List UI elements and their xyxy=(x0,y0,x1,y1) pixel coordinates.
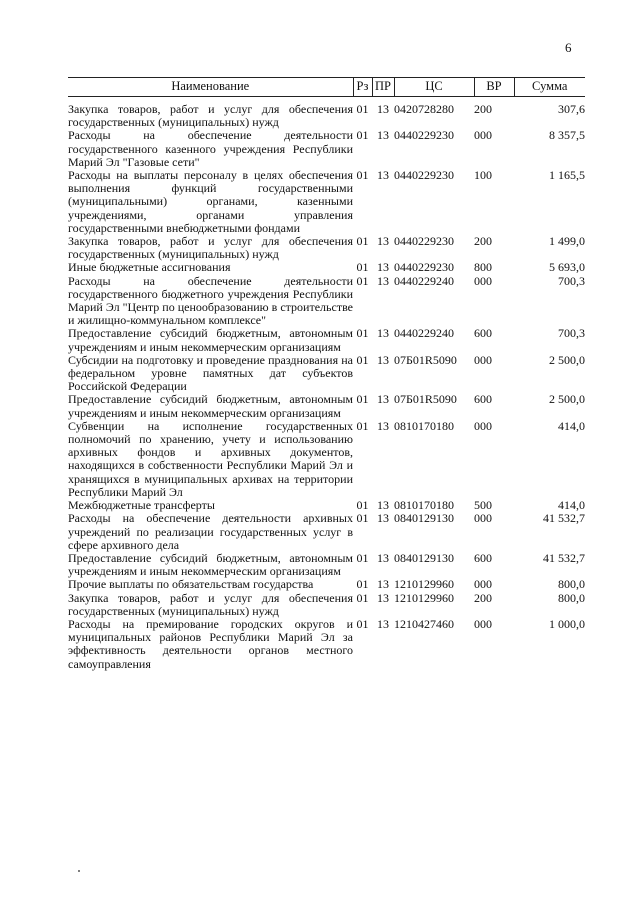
cell-cs: 0420728280 xyxy=(394,102,454,116)
table-row xyxy=(68,235,585,261)
cell-cs: 0810170180 xyxy=(394,498,454,513)
cell-name: Расходы на выплаты персоналу в целях обеспечения выполнения функций государственными (муниципальными) органами, казенными учреждениями, органами управления государственными внебюджетными фондами xyxy=(68,168,353,235)
cell-vr: 000 xyxy=(474,352,492,367)
cell-cs: 0810170180 xyxy=(394,418,454,433)
cell-rz: 01 xyxy=(356,392,369,407)
header-vr: ВР xyxy=(474,78,514,97)
cell-sum: 2 500,0 xyxy=(549,392,585,407)
cell-sum: 2 500,0 xyxy=(549,352,585,367)
table-row xyxy=(68,552,585,578)
cell-sum: 41 532,7 xyxy=(543,550,585,565)
cell-sum: 414,0 xyxy=(558,498,585,513)
cell-cs: 0440229230 xyxy=(394,234,454,249)
table-row xyxy=(68,261,585,274)
cell-name: Предоставление субсидий бюджетным, автономным учреждениям и иным некоммерческим организациям xyxy=(68,392,353,420)
cell-vr: 000 xyxy=(474,577,492,592)
header-pr: ПР xyxy=(372,78,394,97)
cell-name: Расходы на премирование городских округов и муниципальных районов Республики Марий Эл за эффективность деятельности органов местного самоуправления xyxy=(68,616,353,671)
cell-sum: 1 499,0 xyxy=(549,234,585,249)
cell-cs: 0840129130 xyxy=(394,550,454,565)
cell-cs: 1210129960 xyxy=(394,577,454,592)
cell-vr: 100 xyxy=(474,168,492,183)
table-body xyxy=(68,97,585,671)
cell-vr: 600 xyxy=(474,550,492,565)
cell-sum: 414,0 xyxy=(558,418,585,433)
cell-pr: 13 xyxy=(377,616,389,631)
cell-cs: 0440229240 xyxy=(394,326,454,341)
cell-pr: 13 xyxy=(377,128,389,143)
cell-pr: 13 xyxy=(377,550,389,565)
cell-vr: 600 xyxy=(474,326,492,341)
cell-rz: 01 xyxy=(356,550,369,565)
cell-rz: 01 xyxy=(356,590,369,605)
cell-sum: 307,6 xyxy=(558,102,585,116)
cell-name: Расходы на обеспечение деятельности государственного казенного учреждения Республики Марий Эл "Газовые сети" xyxy=(68,128,353,169)
header-name: Наименование xyxy=(68,78,353,97)
cell-cs: 0440229230 xyxy=(394,168,454,183)
cell-name: Закупка товаров, работ и услуг для обеспечения государственных (муниципальных) нужд xyxy=(68,102,353,130)
cell-name: Субсидии на подготовку и проведение празднования на федеральном уровне памятных дат субъектов Российской Федерации xyxy=(68,352,353,394)
header-rz: Рз xyxy=(353,78,372,97)
table-row xyxy=(68,592,585,618)
cell-rz: 01 xyxy=(356,326,369,341)
cell-name: Закупка товаров, работ и услуг для обеспечения государственных (муниципальных) нужд xyxy=(68,590,353,618)
header-cs: ЦС xyxy=(394,78,474,97)
cell-sum: 1 165,5 xyxy=(549,168,585,183)
cell-name: Межбюджетные трансферты xyxy=(68,498,215,513)
cell-rz: 01 xyxy=(356,102,369,116)
cell-pr: 13 xyxy=(377,498,389,513)
cell-cs: 1210129960 xyxy=(394,590,454,605)
table-row xyxy=(68,393,585,419)
cell-pr: 13 xyxy=(377,326,389,341)
cell-name: Предоставление субсидий бюджетным, автономным учреждениям и иным некоммерческим организациям xyxy=(68,550,353,579)
cell-rz: 01 xyxy=(356,511,369,526)
cell-cs: 07Б01R5090 xyxy=(394,392,457,407)
cell-rz: 01 xyxy=(356,418,369,433)
table-row xyxy=(68,420,585,499)
cell-rz: 01 xyxy=(356,168,369,183)
cell-pr: 13 xyxy=(377,102,389,116)
header-sum: Сумма xyxy=(514,78,585,97)
table-row xyxy=(68,129,585,169)
table-row xyxy=(68,578,585,591)
cell-sum: 800,0 xyxy=(558,577,585,592)
cell-cs: 1210427460 xyxy=(394,616,454,631)
cell-pr: 13 xyxy=(377,168,389,183)
cell-vr: 200 xyxy=(474,234,492,249)
table-row xyxy=(68,327,585,353)
cell-name: Субвенции на исполнение государственных полномочий по хранению, учету и использованию архивных фондов и архивных документов, находящихся в собственности Республики Марий Эл и хранящихся в муниципальных архивах на территории Республики Марий Эл xyxy=(68,418,353,499)
cell-vr: 000 xyxy=(474,418,492,433)
cell-pr: 13 xyxy=(377,590,389,605)
cell-rz: 01 xyxy=(356,234,369,249)
cell-cs: 0440229240 xyxy=(394,273,454,288)
page-number: 6 xyxy=(565,40,572,55)
cell-pr: 13 xyxy=(377,392,389,407)
cell-rz: 01 xyxy=(356,498,369,513)
scan-speck xyxy=(78,870,80,872)
cell-name: Закупка товаров, работ и услуг для обеспечения государственных (муниципальных) нужд xyxy=(68,234,353,262)
cell-vr: 000 xyxy=(474,273,492,288)
cell-rz: 01 xyxy=(356,260,369,275)
table-row xyxy=(68,103,585,129)
cell-pr: 13 xyxy=(377,352,389,367)
cell-rz: 01 xyxy=(356,352,369,367)
cell-rz: 01 xyxy=(356,577,369,592)
cell-vr: 000 xyxy=(474,511,492,526)
cell-pr: 13 xyxy=(377,511,389,526)
cell-pr: 13 xyxy=(377,418,389,433)
cell-sum: 41 532,7 xyxy=(543,511,585,526)
cell-rz: 01 xyxy=(356,273,369,288)
cell-name: Иные бюджетные ассигнования xyxy=(68,260,231,275)
cell-sum: 1 000,0 xyxy=(549,616,585,631)
cell-sum: 8 357,5 xyxy=(549,128,585,143)
cell-cs: 0440229230 xyxy=(394,128,454,143)
cell-pr: 13 xyxy=(377,260,389,275)
cell-cs: 0440229230 xyxy=(394,260,454,275)
cell-vr: 800 xyxy=(474,260,492,275)
cell-name: Предоставление субсидий бюджетным, автономным учреждениям и иным некоммерческим организациям xyxy=(68,326,353,354)
cell-sum: 700,3 xyxy=(558,326,585,341)
table-row xyxy=(68,169,585,235)
budget-table xyxy=(68,77,585,671)
cell-vr: 200 xyxy=(474,590,492,605)
cell-vr: 000 xyxy=(474,128,492,143)
cell-vr: 500 xyxy=(474,498,492,513)
cell-pr: 13 xyxy=(377,577,389,592)
cell-name: Прочие выплаты по обязательствам государства xyxy=(68,577,314,592)
cell-sum: 5 693,0 xyxy=(549,260,585,275)
table-row xyxy=(68,512,585,552)
table-row xyxy=(68,275,585,328)
cell-rz: 01 xyxy=(356,616,369,631)
table-header-row xyxy=(68,78,585,97)
cell-name: Расходы на обеспечение деятельности государственного бюджетного учреждения Республики Марий Эл "Центр по ценообразованию в строительстве и жилищно-коммунальном комплексе" xyxy=(68,273,353,328)
cell-pr: 13 xyxy=(377,234,389,249)
cell-sum: 700,3 xyxy=(558,273,585,288)
cell-vr: 600 xyxy=(474,392,492,407)
cell-pr: 13 xyxy=(377,273,389,288)
table-row xyxy=(68,354,585,394)
cell-rz: 01 xyxy=(356,128,369,143)
cell-name: Расходы на обеспечение деятельности архивных учреждений по реализации государственных услуг в сфере архивного дела xyxy=(68,511,353,552)
cell-cs: 0840129130 xyxy=(394,511,454,526)
cell-sum: 800,0 xyxy=(558,590,585,605)
cell-vr: 000 xyxy=(474,616,492,631)
cell-vr: 200 xyxy=(474,102,492,116)
cell-cs: 07Б01R5090 xyxy=(394,352,457,367)
table-row xyxy=(68,618,585,671)
